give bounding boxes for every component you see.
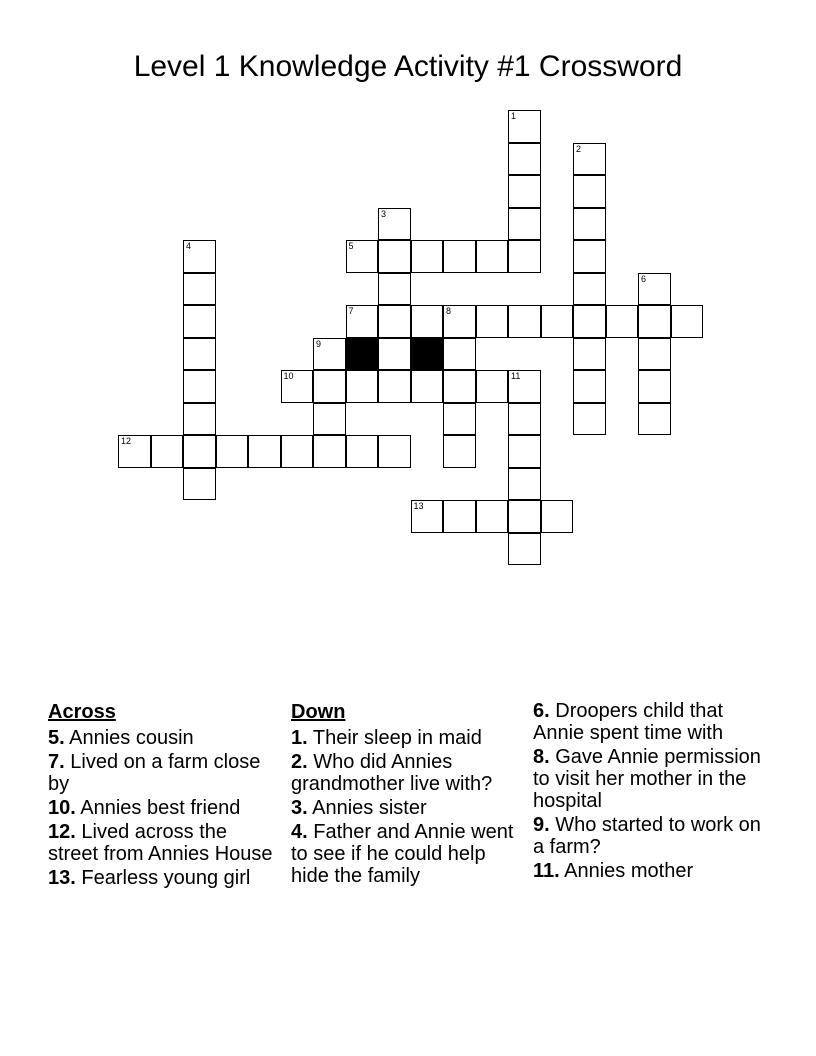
- clue-number-label: 6: [641, 273, 647, 284]
- clue-number: 2.: [291, 751, 308, 773]
- clue-number-label: 9: [316, 338, 322, 349]
- grid-cell[interactable]: [508, 500, 541, 533]
- clue-number-label: 1: [511, 111, 517, 121]
- clue-number: 11.: [533, 860, 560, 882]
- grid-cell[interactable]: [281, 370, 314, 403]
- clue-number: 3.: [291, 797, 308, 819]
- grid-cell[interactable]: [346, 435, 379, 468]
- grid-cell[interactable]: [508, 143, 541, 176]
- grid-cell[interactable]: [346, 305, 379, 338]
- grid-cell[interactable]: [411, 500, 444, 533]
- grid-cell[interactable]: [573, 338, 606, 371]
- clue-number-label: 13: [413, 501, 424, 511]
- grid-cell[interactable]: [541, 500, 574, 533]
- clue-across-7: [48, 751, 273, 795]
- clue-number-label: 4: [186, 241, 192, 251]
- grid-cell[interactable]: [216, 435, 249, 468]
- clue-number: 6.: [533, 700, 550, 722]
- clue-number: 12.: [48, 821, 76, 843]
- grid-cell[interactable]: [573, 208, 606, 241]
- grid-cell[interactable]: [573, 175, 606, 208]
- clue-number-label: 3: [381, 208, 387, 219]
- grid-cell[interactable]: [508, 468, 541, 501]
- grid-cell[interactable]: [541, 305, 574, 338]
- across-clues: [48, 700, 273, 891]
- grid-cell[interactable]: [573, 240, 606, 273]
- grid-cell[interactable]: [476, 370, 509, 403]
- grid-cell[interactable]: [183, 240, 216, 273]
- grid-cell[interactable]: [638, 338, 671, 371]
- grid-cell[interactable]: [183, 305, 216, 338]
- clue-down-9: [533, 814, 763, 858]
- grid-cell[interactable]: [508, 370, 541, 403]
- clue-text: Fearless young girl: [81, 867, 251, 889]
- down-clues: [291, 700, 526, 889]
- grid-cell[interactable]: [346, 370, 379, 403]
- clue-number: 5.: [48, 727, 65, 749]
- grid-cell[interactable]: [443, 370, 476, 403]
- clue-number-label: 5: [348, 241, 354, 251]
- clue-across-5: [48, 727, 273, 749]
- down-clues-continued: [533, 700, 763, 884]
- grid-cell[interactable]: [443, 338, 476, 371]
- clue-across-10: [48, 797, 273, 819]
- grid-cell[interactable]: [183, 403, 216, 436]
- clue-number: 1.: [291, 727, 308, 749]
- clue-text: Lived on a farm close by: [48, 751, 261, 795]
- puzzle-title: Level 1 Knowledge Activity #1 Crossword: [133, 50, 683, 83]
- grid-cell[interactable]: [443, 500, 476, 533]
- clue-text: Father and Annie went to see if he could help hide the family: [291, 821, 514, 887]
- clue-text: Annies mother: [564, 860, 694, 882]
- clue-text: Lived across the street from Annies House: [48, 821, 273, 865]
- grid-cell[interactable]: [378, 370, 411, 403]
- clue-text: Annies best friend: [80, 797, 241, 819]
- grid-cell[interactable]: [411, 305, 444, 338]
- clue-text: Gave Annie permission to visit her mother in the hospital: [533, 746, 761, 812]
- grid-cell[interactable]: [508, 305, 541, 338]
- grid-cell[interactable]: [443, 240, 476, 273]
- grid-cell[interactable]: [281, 435, 314, 468]
- grid-cell[interactable]: [346, 240, 379, 273]
- grid-cell[interactable]: [313, 403, 346, 436]
- grid-cell[interactable]: [183, 338, 216, 371]
- clue-down-4: [291, 821, 526, 887]
- clue-down-1: [291, 727, 526, 749]
- clue-down-8: [533, 746, 763, 812]
- grid-cell[interactable]: [378, 240, 411, 273]
- grid-block: [411, 338, 444, 371]
- grid-cell[interactable]: [671, 305, 704, 338]
- grid-cell[interactable]: [183, 435, 216, 468]
- grid-cell[interactable]: [411, 240, 444, 273]
- grid-cell[interactable]: [573, 370, 606, 403]
- grid-cell[interactable]: [508, 175, 541, 208]
- clue-number-label: 10: [283, 371, 294, 381]
- grid-cell[interactable]: [638, 305, 671, 338]
- grid-cell[interactable]: [151, 435, 184, 468]
- grid-cell[interactable]: [183, 370, 216, 403]
- clue-number: 4.: [291, 821, 308, 843]
- grid-cell[interactable]: [573, 273, 606, 306]
- clue-number-label: 7: [348, 306, 354, 316]
- grid-cell[interactable]: [573, 403, 606, 436]
- grid-cell[interactable]: [118, 435, 151, 468]
- grid-cell[interactable]: [183, 273, 216, 306]
- grid-cell[interactable]: [411, 370, 444, 403]
- clue-number: 10.: [48, 797, 76, 819]
- grid-cell[interactable]: [508, 435, 541, 468]
- clue-down-6: [533, 700, 763, 744]
- grid-cell[interactable]: [443, 403, 476, 436]
- grid-cell[interactable]: [476, 305, 509, 338]
- clue-text: Annies sister: [312, 797, 427, 819]
- grid-cell[interactable]: [508, 208, 541, 241]
- grid-cell[interactable]: [638, 273, 671, 306]
- clue-text: Annies cousin: [69, 727, 194, 749]
- grid-cell[interactable]: [313, 338, 346, 371]
- grid-cell[interactable]: [508, 110, 541, 143]
- clue-text: Droopers child that Annie spent time with: [533, 700, 724, 744]
- clue-across-12: [48, 821, 273, 865]
- grid-cell[interactable]: [378, 208, 411, 241]
- clue-number: 13.: [48, 867, 76, 889]
- clue-down-3: [291, 797, 526, 819]
- grid-cell[interactable]: [248, 435, 281, 468]
- clue-number: 9.: [533, 814, 550, 836]
- grid-cell[interactable]: [508, 533, 541, 566]
- clue-across-13: [48, 867, 273, 889]
- grid-cell[interactable]: [476, 500, 509, 533]
- grid-cell[interactable]: [378, 273, 411, 306]
- clue-number-label: 12: [121, 436, 132, 446]
- grid-cell[interactable]: [378, 435, 411, 468]
- clue-down-2: [291, 751, 526, 795]
- clue-text: Who did Annies grandmother live with?: [291, 751, 493, 795]
- clue-number-label: 2: [576, 143, 582, 154]
- clue-number-label: 8: [446, 306, 452, 316]
- grid-cell[interactable]: [313, 370, 346, 403]
- grid-block: [346, 338, 379, 371]
- grid-cell[interactable]: [606, 305, 639, 338]
- grid-cell[interactable]: [476, 240, 509, 273]
- grid-cell[interactable]: [573, 143, 606, 176]
- grid-cell[interactable]: [443, 305, 476, 338]
- grid-cell[interactable]: [443, 435, 476, 468]
- grid-cell[interactable]: [508, 240, 541, 273]
- across-heading: Across: [48, 701, 116, 723]
- grid-cell[interactable]: [508, 403, 541, 436]
- grid-cell[interactable]: [313, 435, 346, 468]
- clue-text: Their sleep in maid: [312, 727, 482, 749]
- clue-text: Who started to work on a farm?: [533, 814, 761, 858]
- grid-cell[interactable]: [378, 338, 411, 371]
- clue-number: 7.: [48, 751, 65, 773]
- clue-number-label: 11: [511, 371, 521, 381]
- grid-cell[interactable]: [573, 305, 606, 338]
- clue-number: 8.: [533, 746, 550, 768]
- grid-cell[interactable]: [378, 305, 411, 338]
- clue-down-11: [533, 860, 763, 882]
- down-heading: Down: [291, 701, 346, 723]
- grid-cell[interactable]: [638, 370, 671, 403]
- grid-cell[interactable]: [638, 403, 671, 436]
- grid-cell[interactable]: [183, 468, 216, 501]
